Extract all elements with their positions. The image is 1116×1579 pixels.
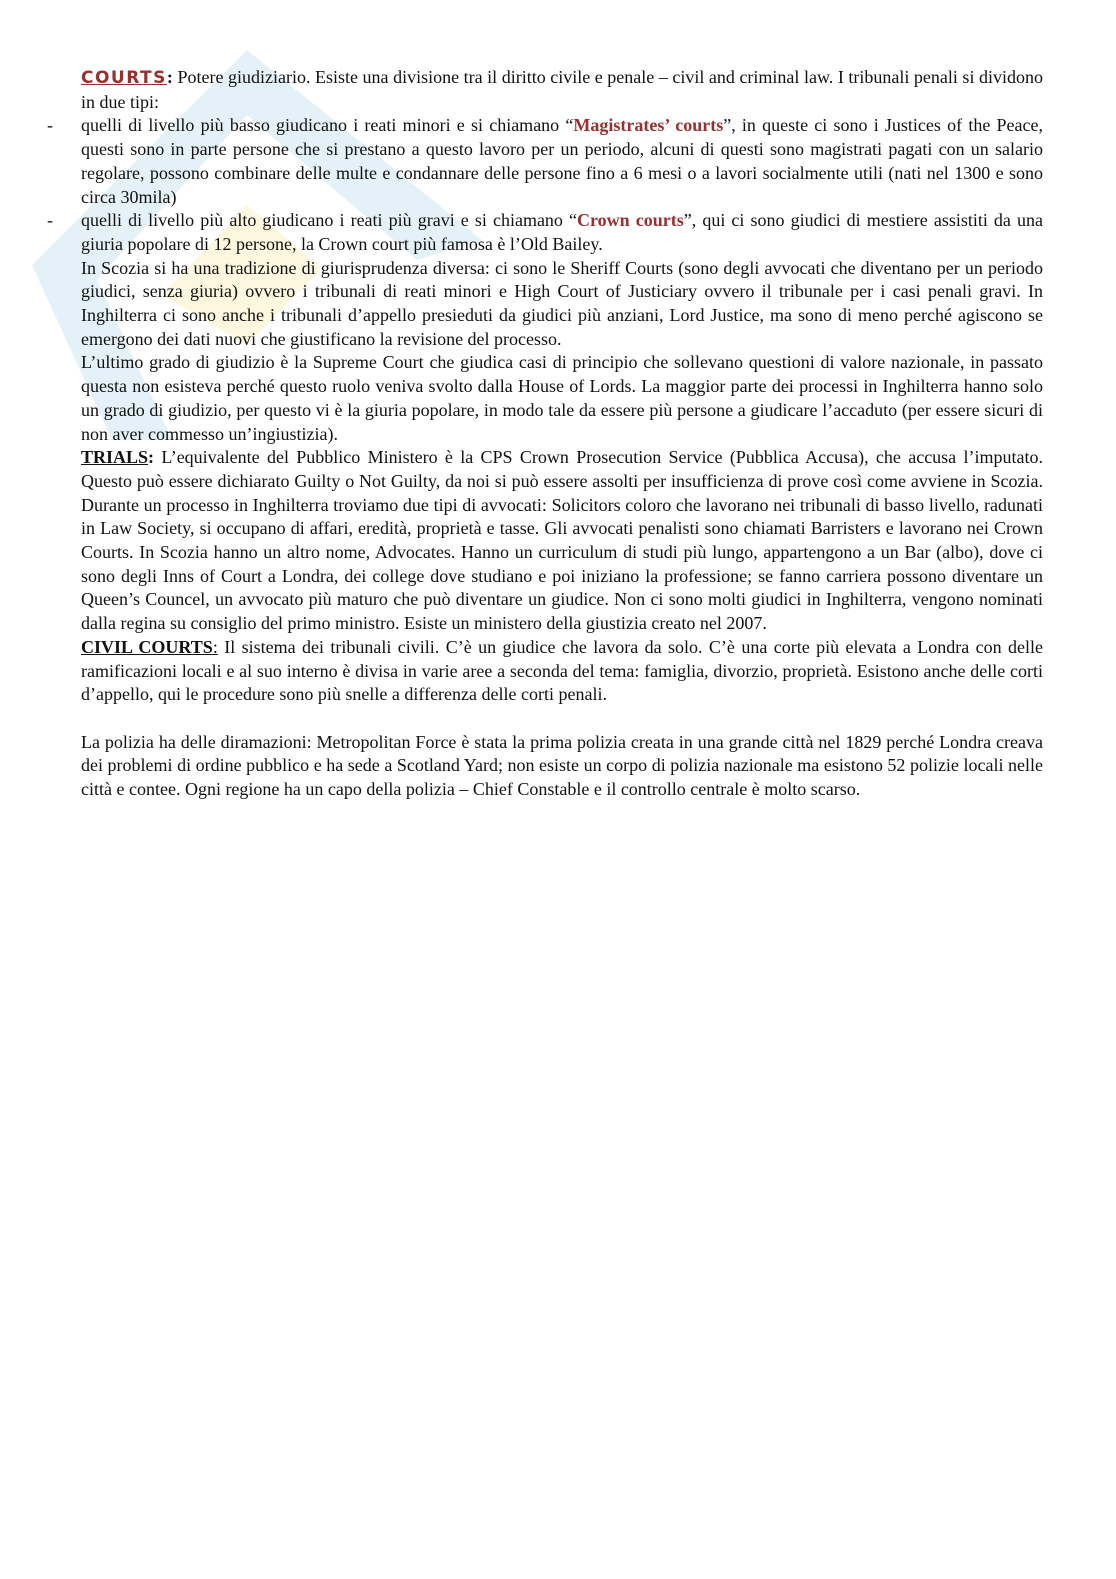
civil-courts-text: Il sistema dei tribunali civili. C’è un giudice che lavora da solo. C’è una corte più elevata a Londra con delle ramificazioni locali e al suo interno è divisa in varie aree a seconda del tema: famiglia, divorzio, proprietà. Esistono anche delle corti d’appello, qui le procedure sono più snelle a differenza delle corti penali. bbox=[81, 636, 1043, 705]
bullet-dash: - bbox=[47, 115, 53, 136]
trials-paragraph bbox=[81, 446, 1043, 636]
bullet-text: quelli di livello più basso giudicano i reati minori e si chiamano “ bbox=[81, 115, 574, 136]
courts-intro-text: Potere giudiziario. Esiste una divisione tra il diritto civile e penale – civil and criminal law. I tribunali penali si dividono in due tipi: bbox=[81, 67, 1043, 112]
civil-courts-heading: CIVIL COURTS bbox=[81, 636, 213, 657]
supreme-court-paragraph: L’ultimo grado di giudizio è la Supreme Court che giudica casi di principio che sollevano questioni di valore nazionale, in passato questa non esisteva perché questo ruolo veniva svolto dalla House of Lords. La maggior parte dei processi in Inghilterra hanno solo un grado di giudizio, per questo vi è la giuria popolare, in modo tale da essere più persone a giudicare l’accaduto (per essere sicuri di non aver commesso un’ingiustizia). bbox=[81, 352, 1043, 444]
document-body bbox=[47, 66, 1043, 802]
courts-heading: COURTS bbox=[81, 68, 167, 88]
bullet-text: ”, qui ci sono giudici di mestiere assistiti da una giuria popolare di 12 persone, la Crown court più famosa è l’Old Bailey. bbox=[81, 210, 1043, 254]
civil-courts-paragraph bbox=[81, 636, 1043, 707]
bullet-text: ”, in queste ci sono i Justices of the Peace, questi sono in parte persone che si prestano a questo lavoro per un periodo, alcuni di questi sono magistrati pagati con un salario regolare, possono combinare delle multe e condannare delle persone fino a 6 mesi o a lavori socialmente utili (nati nel 1300 e sono circa 30mila) bbox=[81, 115, 1043, 207]
courts-heading-colon: : bbox=[166, 67, 173, 87]
paragraph-spacer bbox=[81, 707, 1043, 731]
police-paragraph: La polizia ha delle diramazioni: Metropolitan Force è stata la prima polizia creata in una grande città nel 1829 perché Londra creava dei problemi di ordine pubblico e ha sede a Scotland Yard; non esiste un corpo di polizia nazionale ma esistono 52 polizie locali nelle città e contee. Ogni regione ha un capo della polizia – Chief Constable e il controllo centrale è molto scarso. bbox=[81, 731, 1043, 800]
scotland-paragraph: In Scozia si ha una tradizione di giurisprudenza diversa: ci sono le Sheriff Courts (sono degli avvocati che diventano per un periodo giudici, senza giuria) ovvero i tribunali di reati minori e High Court of Justiciary ovvero il tribunale per i casi penali gravi. In Inghilterra ci sono anche i tribunali d’appello presieduti da giudici più anziani, Lord Justice, ma sono di meno perché agiscono se emergono dei dati nuovi che giustificano la revisione del processo. bbox=[81, 257, 1043, 349]
courts-paragraph bbox=[81, 66, 1043, 114]
trials-heading-colon: : bbox=[148, 447, 155, 468]
trials-text: L’equivalente del Pubblico Ministero è la CPS Crown Prosecution Service (Pubblica Accusa), che accusa l’imputato. Questo può essere dichiarato Guilty o Not Guilty, da noi si può essere assolti per insufficienza di prove così come avviene in Scozia. Durante un processo in Inghilterra troviamo due tipi di avvocati: Solicitors coloro che lavorano nei tribunali di basso livello, radunati in Law Society, si occupano di affari, eredità, proprietà e tasse. Gli avvocati penalisti sono chiamati Barristers e lavorano nei Crown Courts. In Scozia hanno un altro nome, Advocates. Hanno un curriculum di studi più lungo, appartengono a un Bar (albo), dove ci sono degli Inns of Court a Londra, dei college dove studiano e poi iniziano la professione; se fanno carriera possono diventare un Queen’s Councel, un avvocato più maturo che può diventare un giudice. Non ci sono molti giudici in Inghilterra, vengono nominati dalla regina su consiglio del primo ministro. Esiste un ministero della giustizia creato nel 2007. bbox=[81, 447, 1043, 634]
bullet-dash: - bbox=[47, 210, 53, 231]
bullet-crown bbox=[47, 209, 1043, 256]
trials-heading: TRIALS bbox=[81, 447, 149, 468]
bullet-text: quelli di livello più alto giudicano i reati più gravi e si chiamano “ bbox=[81, 210, 578, 231]
civil-courts-heading-colon: : bbox=[212, 636, 218, 657]
bullet-magistrates bbox=[47, 114, 1043, 209]
magistrates-courts-term: Magistrates’ courts bbox=[573, 115, 724, 136]
crown-courts-term: Crown courts bbox=[577, 210, 684, 231]
